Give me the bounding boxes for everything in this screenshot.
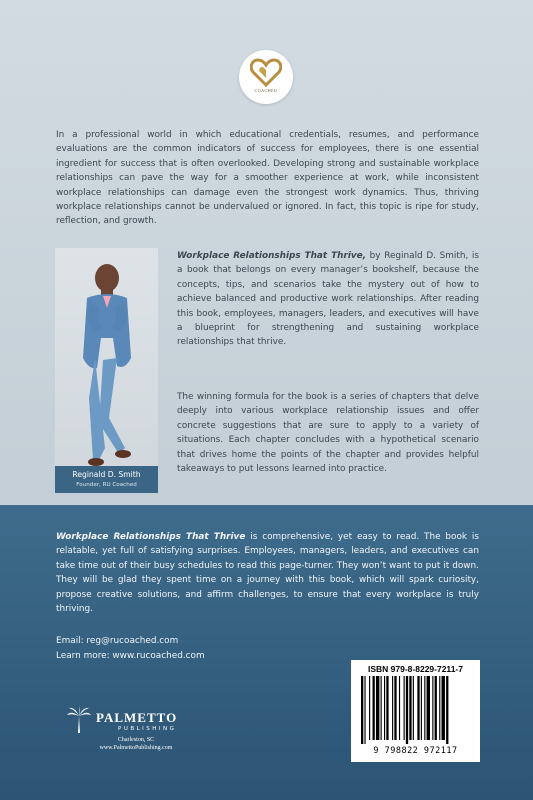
barcode-bar	[446, 676, 448, 744]
barcode-bar	[424, 676, 425, 740]
heart-logo-icon	[250, 58, 282, 88]
description-paragraph-2: The winning formula for the book is a series of chapters that delve deeply into various workplace relationship issues and offer concrete suggestions that are sure to apply to a variety of situations. Each chapter concludes with a hypothetical scenario that drives home the points of the chapter and provides helpful takeaways to put lessons learned into practice.	[177, 392, 479, 475]
isbn-barcode	[351, 660, 480, 762]
palmetto-tree-icon	[66, 706, 92, 734]
barcode-bar	[364, 676, 365, 744]
barcode-bar	[394, 676, 396, 740]
barcode-bar	[432, 676, 433, 740]
summary-paragraph	[56, 530, 479, 616]
logo-wordmark: COACHED	[254, 88, 278, 93]
publisher-logo	[56, 706, 216, 756]
coached-logo	[239, 50, 293, 104]
publisher-city: Charleston, SC	[117, 737, 155, 743]
book-title-inline-2: Workplace Relationships That Thrive	[56, 532, 246, 542]
contact-email: Email: reg@rucoached.com	[56, 636, 179, 646]
summary-text: is comprehensive, yet easy to read. The book is relatable, yet full of satisfying surprises. Employees, managers, leaders, and executives can take time out of their busy schedules to read this page-turner. They won’t want to put it down. They will be glad they spent time on a journey with this book, which will spark curiosity, propose creative solutions, and affirm challenges, to ensure that every workplace is truly thriving.	[56, 532, 480, 615]
barcode-bar	[421, 676, 422, 740]
barcode-bar	[409, 676, 411, 740]
author-photo	[55, 248, 158, 493]
barcode-bar	[442, 676, 445, 740]
barcode-bar	[384, 676, 385, 740]
barcode-bar	[386, 676, 388, 740]
publisher-subtitle: PUBLISHING	[118, 726, 177, 732]
barcode-bar	[404, 676, 405, 740]
author-role: Founder, RU Coached	[76, 482, 137, 488]
author-figure-illustration	[55, 248, 158, 493]
description-text-1: by Reginald D. Smith, is a book that belongs on every manager’s bookshelf, because the concepts, tips, and scenarios take the mystery out of how to achieve balanced and productive work relationships. After reading this book, employees, managers, leaders, and executives will have a blueprint for strengthening and sustaining workplace relationships that thrive.	[177, 251, 479, 348]
barcode-bar	[427, 676, 430, 740]
barcode-bar	[435, 676, 437, 740]
barcode-bar	[417, 676, 419, 740]
contact-website: Learn more: www.rucoached.com	[56, 651, 205, 661]
author-name: Reginald D. Smith	[72, 470, 141, 479]
barcode-bars	[361, 676, 470, 744]
barcode-bar	[373, 676, 375, 740]
barcode-bar	[439, 676, 440, 740]
barcode-bar	[413, 676, 414, 740]
barcode-bar	[376, 676, 379, 740]
barcode-number: 9 798822 972117	[373, 746, 458, 756]
barcode-bar	[361, 676, 363, 744]
barcode-bar	[406, 676, 408, 744]
author-caption	[55, 466, 158, 493]
publisher-name: PALMETTO	[96, 710, 178, 725]
barcode-bar	[381, 676, 382, 740]
intro-paragraph: In a professional world in which educational credentials, resumes, and performance evaluations are the common indicators of success for employees, there is one essential ingredient for success that is often overlooked. Developing strong and sustainable workplace relationships can pave the way for a smoother experience at work, while inconsistent workplace relationships can damage even the strongest work dynamics. Thus, thriving workplace relationships cannot be undervalued or ignored. In fact, this topic is ripe for study, reflection, and growth.	[56, 130, 479, 227]
barcode-bar	[392, 676, 393, 740]
isbn-label: ISBN 979-8-8229-7211-7	[368, 664, 463, 674]
barcode-bar	[369, 676, 370, 740]
book-title-inline: Workplace Relationships That Thrive,	[177, 251, 367, 261]
barcode-bar	[399, 676, 400, 740]
description-paragraph-1	[177, 249, 479, 350]
publisher-website: www.PalmettoPublishing.com	[99, 745, 173, 751]
